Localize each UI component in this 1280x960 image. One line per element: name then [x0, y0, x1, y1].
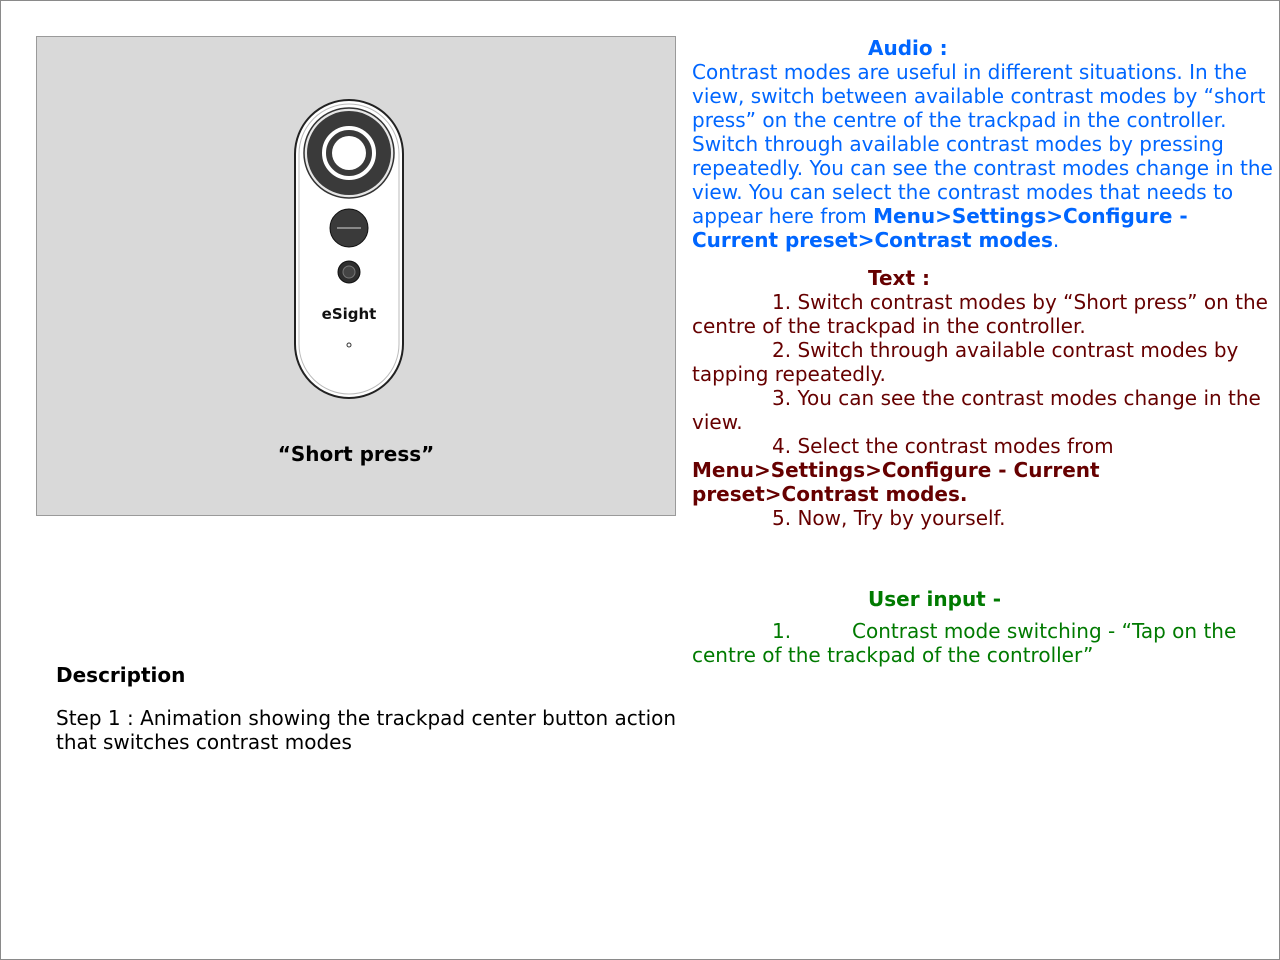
user-input-heading: User input -: [868, 587, 1002, 611]
text-step-3: [692, 386, 1276, 434]
text-section: [692, 266, 1276, 530]
small-button-inner: [343, 266, 355, 278]
text-step-1: [692, 290, 1276, 338]
text-step-3-body: You can see the contrast modes change in the view.: [692, 386, 1261, 434]
audio-body-text: Contrast modes are useful in different situations. In the view, switch between available contrast modes by “short press” on the centre of the trackpad in the controller. Switch through available contrast modes by pressing repeatedly. You can see the contrast modes change in the view. You can select the contrast modes that needs to appear here from: [692, 60, 1273, 228]
brand-logo: eSight: [321, 305, 377, 323]
audio-body: [692, 60, 1276, 252]
text-step-4-body: Select the contrast modes from: [797, 434, 1114, 458]
text-step-2-num: 2.: [772, 338, 792, 362]
text-step-2-body: Switch through available contrast modes by tapping repeatedly.: [692, 338, 1239, 386]
audio-body-end: .: [1052, 228, 1060, 252]
description-title: Description: [56, 663, 186, 687]
user-input-item-1-num: 1.: [772, 619, 792, 643]
text-step-3-num: 3.: [772, 386, 792, 410]
user-input-item-1-body: Contrast mode switching - “Tap on the centre of the trackpad of the controller”: [692, 619, 1237, 667]
text-step-5-body: Now, Try by yourself.: [797, 506, 1006, 530]
text-step-1-body: Switch contrast modes by “Short press” on the centre of the trackpad in the controller.: [692, 290, 1268, 338]
text-step-2: [692, 338, 1276, 386]
description-text: Step 1 : Animation showing the trackpad center button action that switches contrast modes: [56, 706, 677, 754]
text-step-1-num: 1.: [772, 290, 792, 314]
text-step-4-path: Menu>Settings>Configure - Current preset>Contrast modes.: [692, 458, 1100, 506]
user-input-item-1: [692, 619, 1276, 667]
user-input-section: [692, 587, 1276, 667]
text-heading: Text :: [868, 266, 930, 290]
text-step-4: [692, 434, 1276, 506]
trackpad-center-button: [332, 136, 366, 170]
illustration-caption: “Short press”: [277, 442, 435, 466]
audio-heading: Audio :: [868, 36, 948, 60]
text-step-5-num: 5.: [772, 506, 792, 530]
text-step-4-num: 4.: [772, 434, 792, 458]
audio-body-path: Menu>Settings>Configure - Current preset>Contrast modes: [692, 204, 1188, 252]
audio-section: [692, 36, 1276, 252]
text-step-5: [692, 506, 1276, 530]
controller-illustration: [36, 36, 676, 516]
